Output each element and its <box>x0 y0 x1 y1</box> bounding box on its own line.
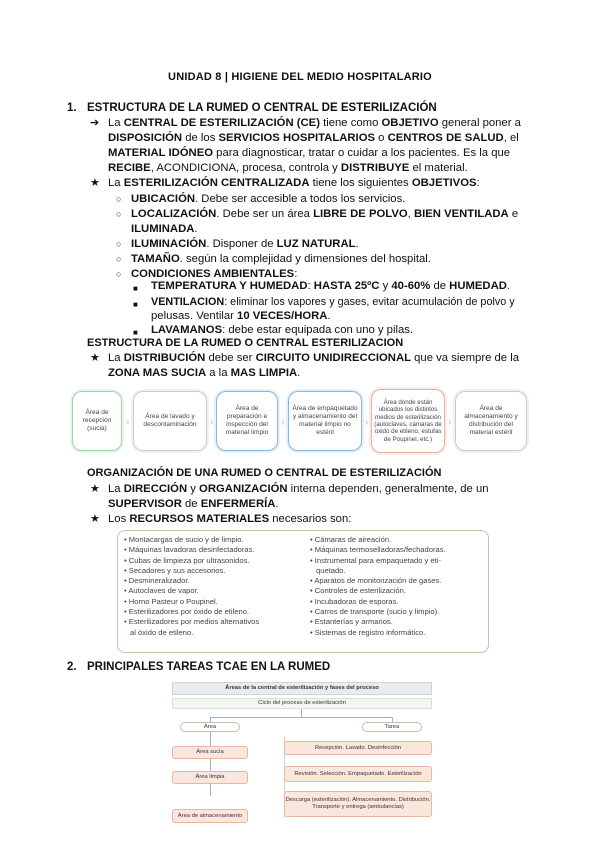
condition-temperatura: TEMPERATURA Y HUMEDAD: HASTA 25ºC y 40-60% de HUMEDAD. <box>151 280 511 292</box>
objective-localizacion: LOCALIZACIÓN. Debe ser un área LIBRE DE POLVO, BIEN VENTILADA e <box>131 208 519 220</box>
square-bullet-icon: ■ <box>133 284 138 293</box>
list-item: • Montacargas de sucio y de limpio. <box>124 535 244 544</box>
objective-localizacion-cont: ILUMINADA. <box>131 223 198 235</box>
list-item: • Estanterías y armarios. <box>310 617 393 627</box>
tree-connector <box>301 709 302 717</box>
flow-step-preparacion: Área de preparación e inspección del material limpio <box>216 391 278 451</box>
structure-subheading: ESTRUCTURA DE LA RUMED O CENTRAL ESTERILIZACION <box>87 337 404 349</box>
arrow-icon: ➔ <box>90 117 100 129</box>
star-icon: ★ <box>90 483 100 495</box>
flow-step-empaquetado: Área de empaquetado y almacenamiento del material limpio no estéril <box>288 391 362 451</box>
materials-intro: Los RECURSOS MATERIALES necesarios son: <box>108 513 352 525</box>
circle-bullet-icon: ○ <box>116 239 122 249</box>
square-bullet-icon: ■ <box>133 300 138 309</box>
distribution-line-1: La DISTRIBUCIÓN debe ser CIRCUITO UNIDIRECCIONAL que va siempre de la <box>108 352 520 364</box>
list-item: • Autoclaves de vapor. <box>124 586 199 596</box>
list-item: • Controles de esterilización. <box>310 586 406 596</box>
ce-line-2: DISPOSICIÓN de los SERVICIOS HOSPITALARIOS o CENTROS DE SALUD, el <box>108 132 519 144</box>
flow-diagram <box>68 385 533 457</box>
tree-tarea-label: Tarea <box>362 722 422 732</box>
list-item: quetado. <box>316 565 346 575</box>
tree-tarea-3: Descarga (esterilización). Almacenamiento. Distribución. Transporte y entrega (ambulancias) <box>284 791 432 817</box>
tree-connector <box>210 717 392 718</box>
list-item: • Desmineralizador. <box>124 576 190 586</box>
objective-condiciones: CONDICIONES AMBIENTALES: <box>131 268 298 280</box>
section-1-heading: ESTRUCTURA DE LA RUMED O CENTRAL DE ESTERILIZACIÓN <box>87 102 437 114</box>
section-2-number: 2. <box>67 661 77 673</box>
circle-bullet-icon: ○ <box>116 209 122 219</box>
flow-step-recepcion: Área de recepción (sucia) <box>72 391 122 451</box>
distribution-line-2: ZONA MAS SUCIA a la MAS LIMPIA. <box>108 367 301 379</box>
flow-arrow-icon: › <box>365 417 369 428</box>
tree-tarea-1: Recepción. Lavado. Desinfección <box>284 741 432 755</box>
tree-area-almacenamiento: Área de almacenamiento <box>172 809 248 823</box>
list-item: • Horno Pasteur o Poupinel. <box>124 596 218 606</box>
organization-line-1: La DIRECCIÓN y ORGANIZACIÓN interna dependen, generalmente, de un <box>108 483 489 495</box>
materials-left-column <box>124 535 259 638</box>
objective-iluminacion: ILUMINACIÓN. Disponer de LUZ NATURAL. <box>131 238 359 250</box>
ce-line-3: MATERIAL IDÓNEO para diagnosticar, tratar o cuidar a los pacientes. Es la que <box>108 147 511 159</box>
objectives-intro: La ESTERILIZACIÓN CENTRALIZADA tiene los siguientes OBJETIVOS: <box>108 177 480 189</box>
flow-arrow-icon: › <box>126 417 130 428</box>
flow-arrow-icon: › <box>448 417 452 428</box>
flow-arrow-icon: › <box>210 417 214 428</box>
objective-ubicacion: UBICACIÓN. Debe ser accesible a todos los servicios. <box>131 193 406 205</box>
ce-line-4: RECIBE, ACONDICIONA, procesa, controla y DISTRIBUYE el material. <box>108 162 468 174</box>
list-item: • Cubas de limpieza por ultrasonidos. <box>124 555 250 565</box>
list-item: • Secadores y sus accesorios. <box>124 565 226 575</box>
section-2-heading: PRINCIPALES TAREAS TCAE EN LA RUMED <box>87 661 331 673</box>
circle-bullet-icon: ○ <box>116 254 122 264</box>
page-title: UNIDAD 8 | HIGIENE DEL MEDIO HOSPITALARIO <box>168 71 432 83</box>
flow-step-almacenamiento: Área de almacenamiento y distribución del material estéril <box>455 391 527 451</box>
tree-area-label: Área <box>180 722 240 732</box>
list-item: • Incubadoras de esporas. <box>310 596 399 606</box>
objective-tamano: TAMAÑO. según la complejidad y dimensiones del hospital. <box>131 253 431 265</box>
section-1-number: 1. <box>67 102 77 114</box>
tree-connector <box>210 732 211 746</box>
list-item: • Máquinas lavadoras desinfectadoras. <box>124 545 255 555</box>
list-item: • Instrumental para empaquetado y eti- <box>310 555 441 565</box>
tree-area-sucia: Área sucia <box>172 746 248 759</box>
condition-ventilacion-cont: pelusas. Ventilar 10 VECES/HORA. <box>151 310 331 322</box>
list-item: • Aparatos de monitorización de gases. <box>310 576 442 586</box>
tree-subtitle: Ciclo del proceso de esterilización <box>172 698 432 709</box>
condition-lavamanos: LAVAMANOS: debe estar equipada con uno y pilas. <box>151 324 414 336</box>
organization-heading: ORGANIZACIÓN DE UNA RUMED O CENTRAL DE ESTERILIZACIÓN <box>87 467 442 479</box>
list-item: • Esterilizadores por óxido de etileno. <box>124 607 250 617</box>
organization-line-2: SUPERVISOR de ENFERMERÍA. <box>108 498 279 510</box>
process-tree-diagram <box>168 680 436 840</box>
flow-step-lavado: Área de lavado y descontaminación <box>133 391 207 451</box>
list-item: • Carros de transporte (sucio y limpio). <box>310 607 440 617</box>
circle-bullet-icon: ○ <box>116 194 122 204</box>
star-icon: ★ <box>90 352 100 364</box>
tree-connector <box>210 759 211 771</box>
circle-bullet-icon: ○ <box>116 269 122 279</box>
square-bullet-icon: ■ <box>133 328 138 337</box>
materials-box <box>117 530 489 653</box>
tree-tarea-2: Revisión. Selección. Empaquetado. Esterilización <box>284 766 432 782</box>
star-icon: ★ <box>90 177 100 189</box>
list-item: • Máquinas termoselladoras/fechadoras. <box>310 545 446 555</box>
star-icon: ★ <box>90 513 100 525</box>
tree-title: Áreas de la central de esterilización y fases del proceso <box>172 682 432 695</box>
tree-area-limpia: Área limpia <box>172 771 248 784</box>
list-item: al óxido de etileno. <box>130 627 194 637</box>
list-item: • Sistemas de registro informático. <box>310 627 426 637</box>
flow-step-esterilizacion: Área donde están ubicados los distintos medios de esterilización (autoclaves, cámaras de oxido de etileno, estufas de Poupinel, etc.) <box>371 389 445 453</box>
condition-ventilacion: VENTILACION: eliminar los vapores y gases, evitar acumulación de polvo y <box>151 296 515 308</box>
flow-arrow-icon: › <box>281 417 285 428</box>
materials-right-column <box>310 535 446 638</box>
ce-line-1: La CENTRAL DE ESTERILIZACIÓN (CE) tiene como OBJETIVO general poner a <box>108 117 521 129</box>
list-item: • Cámaras de aireación. <box>310 535 392 544</box>
tree-connector <box>210 784 211 796</box>
list-item: • Esterilizadores por medios alternativos <box>124 617 260 627</box>
